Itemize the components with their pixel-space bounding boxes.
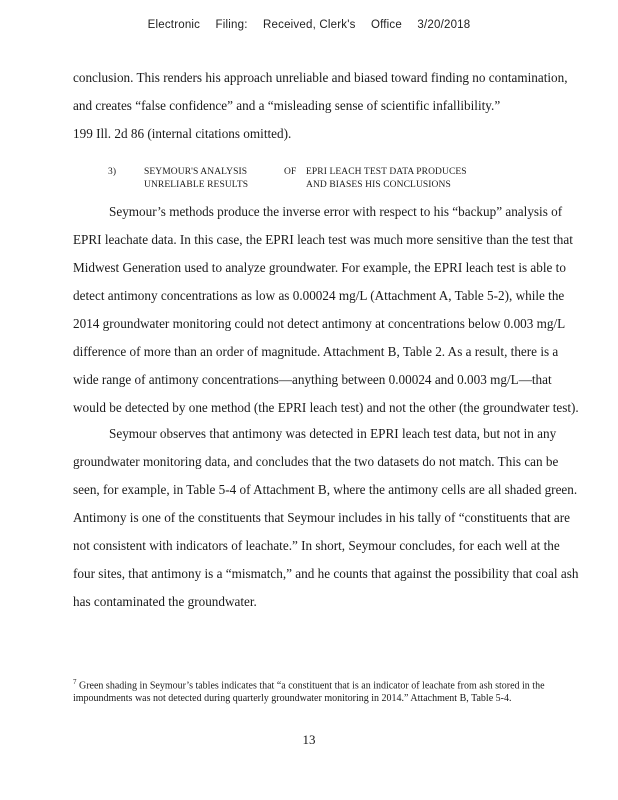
section-number: 3) xyxy=(108,167,117,177)
paragraph-1 xyxy=(73,64,593,148)
heading-row1-col1: SEYMOUR'S ANALYSIS xyxy=(144,167,248,177)
paragraph-2-line-1: Seymour’s methods produce the inverse error with respect to his “backup” analysis of xyxy=(109,204,563,219)
heading-row1-col3: EPRI LEACH TEST DATA PRODUCES xyxy=(306,167,467,177)
header-received: Received, Clerk's xyxy=(263,19,356,31)
paragraph-1-line-3: 199 Ill. 2d 86 (internal citations omitted). xyxy=(73,126,292,141)
header-filing: Filing: xyxy=(215,19,248,31)
paragraph-2-line-2: EPRI leachate data. In this case, the EPRI leach test was much more sensitive than the test that xyxy=(73,232,573,247)
paragraph-2-line-8: would be detected by one method (the EPRI leach test) and not the other (the groundwater test). xyxy=(73,400,579,415)
page-number: 13 xyxy=(302,732,316,747)
paragraph-2-line-4: detect antimony concentrations as low as 0.00024 mg/L (Attachment A, Table 5-2), while the xyxy=(73,288,565,303)
paragraph-3-line-6: four sites, that antimony is a “mismatch,” and he counts that against the possibility that coal ash xyxy=(73,566,579,581)
paragraph-3-line-5: not consistent with indicators of leachate.” In short, Seymour concludes, for each well at the xyxy=(73,538,560,553)
footnote-marker: 7 xyxy=(73,678,77,686)
header-date: 3/20/2018 xyxy=(417,19,471,31)
paragraph-2-line-5: 2014 groundwater monitoring could not detect antimony at concentrations below 0.003 mg/L xyxy=(73,316,566,331)
heading-row2-col3: AND BIASES HIS CONCLUSIONS xyxy=(306,180,451,190)
paragraph-3-line-2: groundwater monitoring data, and concludes that the two datasets do not match. This can be xyxy=(73,454,559,469)
paragraph-1-line-2: and creates “false confidence” and a “misleading sense of scientific infallibility.” xyxy=(73,98,501,113)
paragraph-3-line-1: Seymour observes that antimony was detected in EPRI leach test data, but not in any xyxy=(109,426,557,441)
paragraph-2-line-7: wide range of antimony concentrations—anything between 0.00024 and 0.003 mg/L—that xyxy=(73,372,552,387)
footnote-text: Green shading in Seymour’s tables indicates that “a constituent that is an indicator of leachate from ash stored in the impoundments was not detected during quarterly groundwater monitoring in 2014.” Attachment B, Table 5-4. xyxy=(73,680,545,705)
filing-header xyxy=(0,19,618,31)
paragraph-3-line-7: has contaminated the groundwater. xyxy=(73,594,257,609)
heading-row1-col2: OF xyxy=(284,167,297,177)
section-heading xyxy=(108,166,467,192)
paragraph-3 xyxy=(73,420,593,616)
paragraph-3-line-4: Antimony is one of the constituents that Seymour includes in his tally of “constituents that are xyxy=(73,510,571,525)
paragraph-2-line-3: Midwest Generation used to analyze groundwater. For example, the EPRI leach test is able to xyxy=(73,260,566,275)
header-office: Office xyxy=(370,19,402,31)
paragraph-2-line-6: difference of more than an order of magnitude. Attachment B, Table 2. As a result, there is a xyxy=(73,344,559,359)
paragraph-1-line-1: conclusion. This renders his approach unreliable and biased toward finding no contamination, xyxy=(73,70,568,85)
heading-row2-col1: UNRELIABLE RESULTS xyxy=(144,180,249,190)
paragraph-3-line-3: seen, for example, in Table 5-4 of Attachment B, where the antimony cells are all shaded green. xyxy=(73,482,578,497)
header-electronic: Electronic xyxy=(147,19,201,31)
footnote xyxy=(73,676,573,705)
paragraph-2 xyxy=(73,198,593,422)
